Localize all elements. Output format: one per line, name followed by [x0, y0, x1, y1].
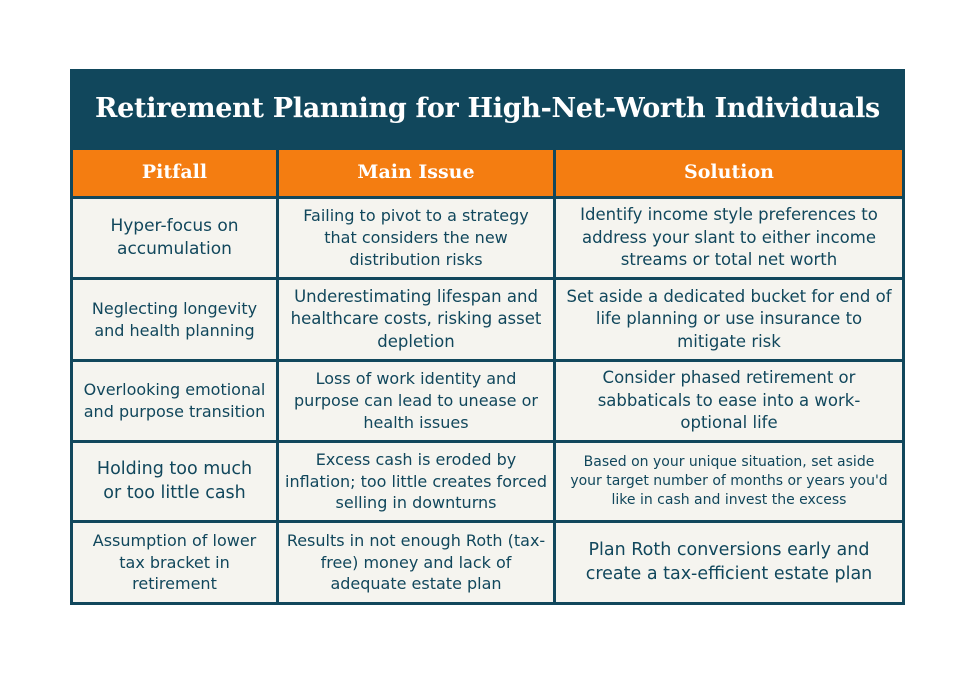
row-5-solution: Plan Roth conversions early and create a tax-efficient estate plan: [556, 523, 902, 602]
header-main-issue: Main Issue: [279, 150, 553, 196]
header-pitfall: Pitfall: [73, 150, 276, 196]
row-1-solution: Identify income style preferences to address your slant to either income streams or total net worth: [556, 199, 902, 277]
page-title: Retirement Planning for High-Net-Worth Individuals: [95, 92, 880, 124]
row-4-solution: Based on your unique situation, set aside your target number of months or years you'd like in cash and invest the excess: [556, 443, 902, 520]
row-3-pitfall: Overlooking emotional and purpose transition: [73, 362, 276, 440]
row-1-pitfall: Hyper-focus on accumulation: [73, 199, 276, 277]
row-4-issue: Excess cash is eroded by inflation; too little creates forced selling in downturns: [279, 443, 553, 520]
row-5-issue: Results in not enough Roth (tax-free) money and lack of adequate estate plan: [279, 523, 553, 602]
row-4-pitfall: Holding too much or too little cash: [73, 443, 276, 520]
title-bar: [70, 69, 905, 147]
row-3-solution: Consider phased retirement or sabbaticals to ease into a work-optional life: [556, 362, 902, 440]
row-3-issue: Loss of work identity and purpose can lead to unease or health issues: [279, 362, 553, 440]
infographic-table: [70, 69, 905, 605]
row-1-issue: Failing to pivot to a strategy that considers the new distribution risks: [279, 199, 553, 277]
row-2-issue: Underestimating lifespan and healthcare costs, risking asset depletion: [279, 280, 553, 359]
row-5-pitfall: Assumption of lower tax bracket in retirement: [73, 523, 276, 602]
row-2-solution: Set aside a dedicated bucket for end of life planning or use insurance to mitigate risk: [556, 280, 902, 359]
row-2-pitfall: Neglecting longevity and health planning: [73, 280, 276, 359]
header-solution: Solution: [556, 150, 902, 196]
